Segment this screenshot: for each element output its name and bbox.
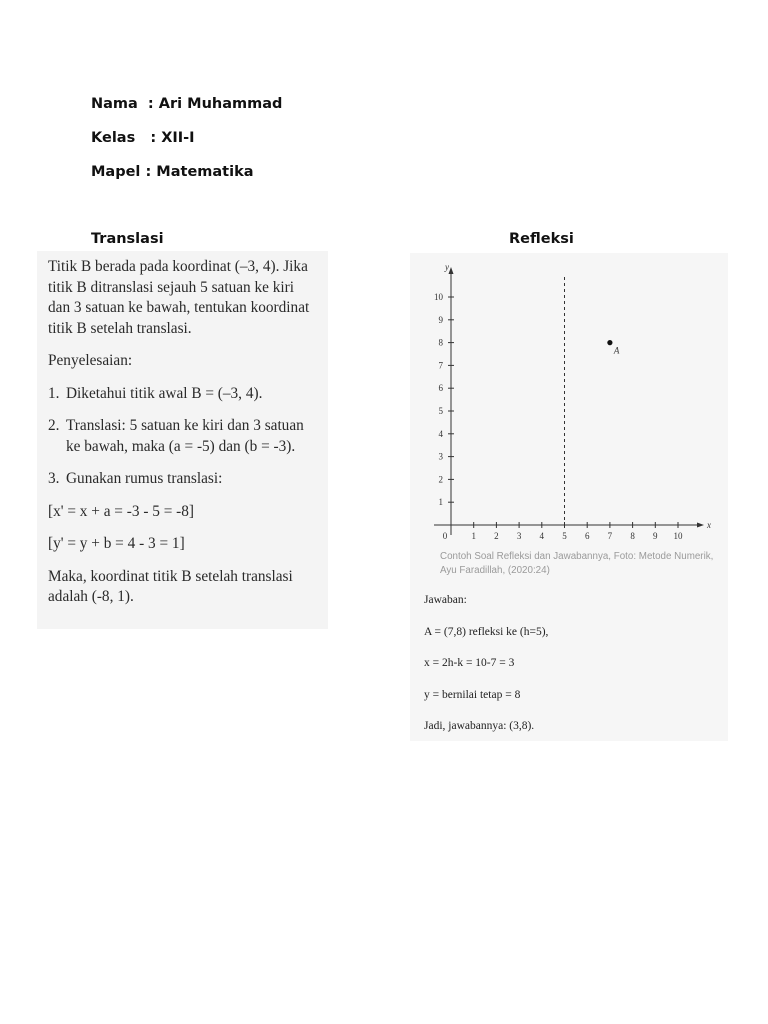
x-tick-label: 6	[584, 531, 590, 541]
step-item	[48, 416, 318, 457]
student-class: Kelas : XII-I	[91, 130, 195, 146]
x-tick-label: 1	[471, 531, 476, 541]
step-item	[48, 384, 318, 405]
x-tick-label: 2	[494, 531, 499, 541]
answer-line: Jawaban:	[424, 594, 467, 606]
plot-axes	[434, 262, 711, 541]
x-axis-arrow	[697, 523, 704, 528]
step-text: Gunakan rumus translasi:	[66, 470, 223, 487]
answer-line: A = (7,8) refleksi ke (h=5),	[424, 625, 549, 638]
point-label: A	[613, 345, 620, 356]
y-tick-label: 2	[438, 474, 443, 485]
formula-x: [x' = x + a = -3 - 5 = -8]	[48, 502, 195, 520]
x-tick-label: 8	[630, 531, 635, 541]
x-tick-label: 10	[673, 531, 683, 541]
y-axis-label: y	[445, 262, 449, 272]
step-item	[48, 469, 318, 490]
x-tick-label: 7	[607, 531, 613, 541]
x-tick-label: 9	[653, 531, 658, 541]
answer-line: x = 2h-k = 10-7 = 3	[424, 657, 515, 669]
student-info	[91, 94, 282, 196]
y-tick-label: 5	[438, 406, 443, 416]
y-tick-label: 1	[438, 497, 443, 508]
step-number: 2.	[48, 417, 60, 434]
plot-caption: Contoh Soal Refleksi dan Jawabannya, Foto: Metode Numerik, Ayu Faradillah, (2020:24)	[440, 551, 714, 576]
y-axis-arrow	[449, 267, 454, 274]
y-tick-label: 6	[438, 383, 443, 394]
x-tick-label: 3	[516, 531, 522, 541]
y-tick-label: 9	[438, 314, 443, 325]
student-subject: Mapel : Matematika	[91, 164, 254, 180]
step-number: 1.	[48, 384, 60, 402]
y-tick-label: 3	[438, 451, 443, 462]
step-number: 3.	[48, 470, 60, 487]
x-tick-label: 5	[562, 531, 567, 541]
refleksi-answer	[424, 593, 714, 751]
answer-line: Jadi, jawabannya: (3,8).	[424, 720, 535, 732]
formula-y: [y' = y + b = 4 - 3 = 1]	[48, 535, 185, 552]
step-text: Translasi: 5 satuan ke kiri dan 3 satuan ke bawah, maka (a = -5) dan (b = -3).	[66, 417, 304, 455]
y-tick-label: 7	[438, 360, 443, 371]
translasi-conclusion: Maka, koordinat titik B setelah translasi adalah (-8, 1).	[48, 567, 293, 605]
x-axis-label: x	[707, 520, 711, 530]
student-name: Nama : Ari Muhammad	[91, 96, 283, 112]
solution-heading: Penyelesaian:	[48, 352, 133, 369]
refleksi-card	[410, 253, 728, 741]
step-text: Diketahui titik awal B = (–3, 4).	[66, 384, 263, 402]
y-tick-label: 4	[438, 428, 443, 439]
y-tick-label: 10	[434, 292, 443, 302]
data-point	[607, 340, 612, 345]
translasi-question: Titik B berada pada koordinat (–3, 4). Jika titik B ditranslasi sejauh 5 satuan ke kiri dan 3 satuan ke bawah, tentukan koordinat titik B setelah translasi.	[48, 258, 310, 337]
translasi-title: Translasi	[91, 231, 164, 247]
reflection-plot	[410, 253, 728, 553]
origin-label: 0	[442, 531, 448, 541]
x-tick-label: 4	[539, 531, 545, 541]
answer-line: y = bernilai tetap = 8	[424, 688, 521, 701]
y-tick-label: 8	[438, 337, 443, 348]
translasi-card	[37, 251, 328, 629]
refleksi-title: Refleksi	[509, 231, 574, 247]
